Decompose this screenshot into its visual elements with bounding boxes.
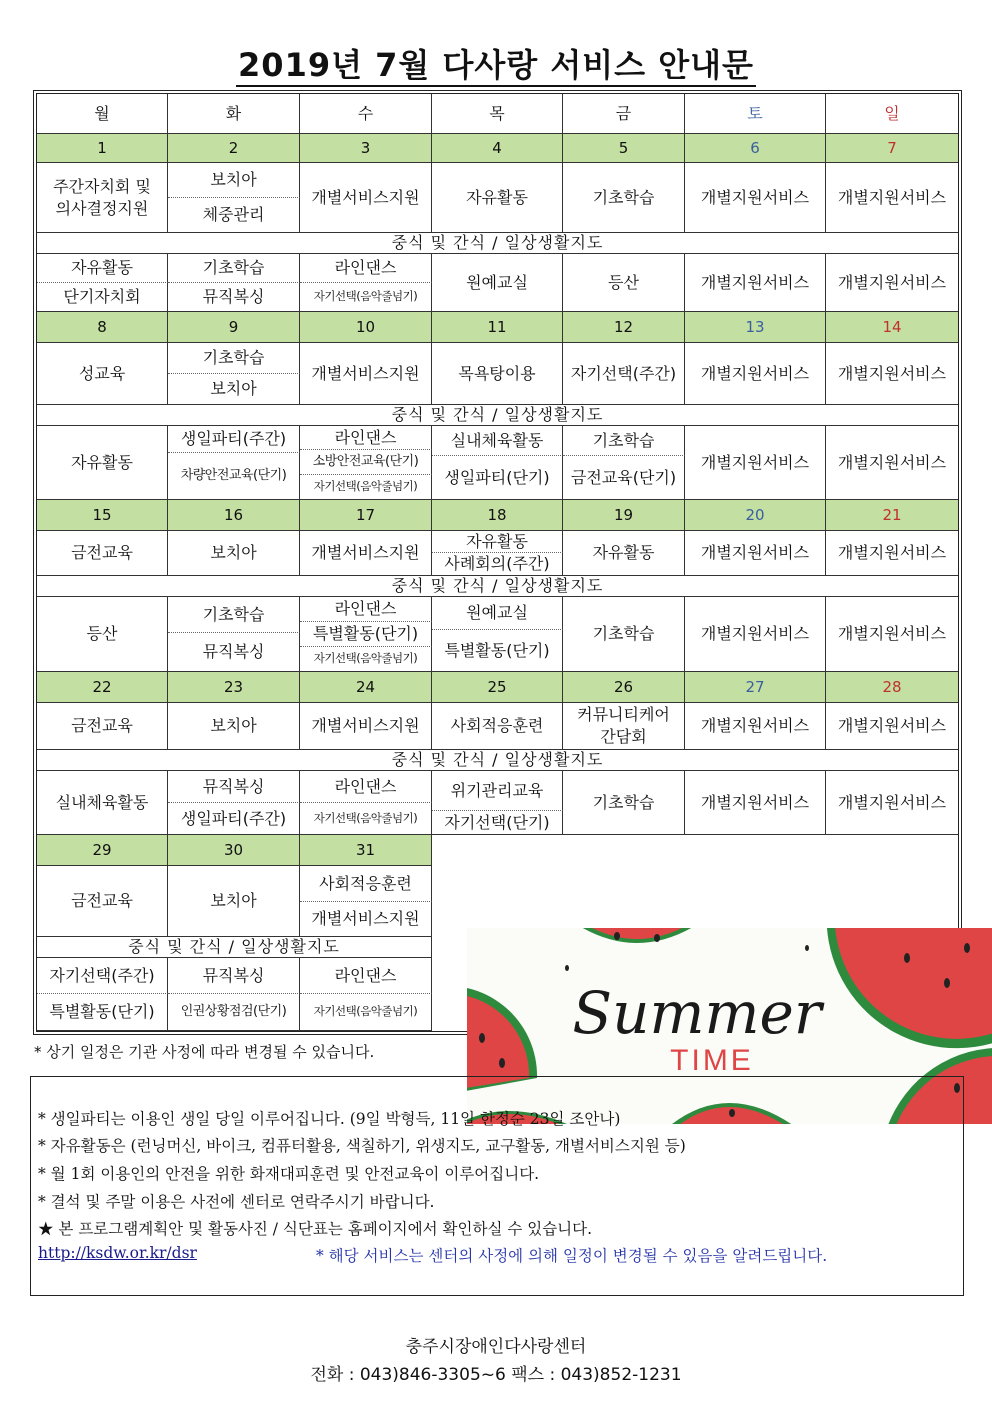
schedule-cell: 라인댄스	[300, 771, 432, 803]
homepage-note: ★ 본 프로그램계획안 및 활동사진 / 식단표는 홈페이지에서 확인하실 수 있습니다.	[38, 1220, 593, 1238]
schedule-cell: 뮤직복싱	[168, 283, 300, 312]
schedule-cell: 개별지원서비스	[685, 531, 826, 576]
schedule-cell: 자기선택(음악줄넘기)	[300, 283, 432, 312]
schedule-cell: 성교육	[37, 343, 168, 405]
schedule-cell: 기초학습	[563, 597, 685, 672]
schedule-cell: 사회적응훈련	[432, 703, 563, 750]
schedule-cell: 개별지원서비스	[826, 771, 958, 835]
schedule-cell: 특별활동(단기)	[37, 994, 168, 1031]
date-number: 21	[826, 500, 958, 531]
absence-note: * 결석 및 주말 이용은 사전에 센터로 연락주시기 바랍니다.	[38, 1193, 435, 1211]
date-number: 13	[685, 312, 826, 343]
schedule-cell: 뮤직복싱	[168, 771, 300, 803]
schedule-cell: 개별지원서비스	[826, 531, 958, 576]
weekday-header: 월	[37, 94, 168, 134]
lunch-row: 중식 및 간식 / 일상생활지도	[37, 576, 958, 597]
schedule-cell: 생일파티(주간)	[168, 426, 300, 453]
service-change-notice: * 해당 서비스는 센터의 사정에 의해 일정이 변경될 수 있음을 알려드립니다.	[316, 1247, 828, 1265]
schedule-cell: 자유활동	[37, 254, 168, 283]
page-title: 2019년 7월 다사랑 서비스 안내문	[0, 40, 992, 86]
schedule-cell: 개별지원서비스	[685, 703, 826, 750]
schedule-cell: 목욕탕이용	[432, 343, 563, 405]
schedule-cell: 특별활동(단기)	[432, 630, 563, 672]
schedule-cell: 개별지원서비스	[685, 597, 826, 672]
schedule-cell: 자유활동	[37, 426, 168, 500]
center-name: 충주시장애인다사랑센터	[405, 1337, 587, 1357]
schedule-cell: 라인댄스	[300, 254, 432, 283]
schedule-cell: 등산	[563, 254, 685, 312]
date-number: 1	[37, 134, 168, 163]
date-number: 29	[37, 835, 168, 866]
date-number: 25	[432, 672, 563, 703]
schedule-cell: 개별지원서비스	[685, 254, 826, 312]
schedule-cell: 개별지원서비스	[826, 703, 958, 750]
date-number: 26	[563, 672, 685, 703]
date-number: 24	[300, 672, 432, 703]
free-activity-note: * 자유활동은 (런닝머신, 바이크, 컴퓨터활용, 색칠하기, 위생지도, 교구활동, 개별서비스지원 등)	[38, 1137, 686, 1155]
date-number: 22	[37, 672, 168, 703]
schedule-cell: 개별서비스지원	[300, 531, 432, 576]
date-number: 7	[826, 134, 958, 163]
schedule-cell: 기초학습	[563, 771, 685, 835]
date-number: 17	[300, 500, 432, 531]
schedule-cell: 원예교실	[432, 597, 563, 630]
birthday-note: * 생일파티는 이용인 생일 당일 이루어집니다. (9일 박형득, 11일 한정순 23일 조안나)	[38, 1110, 621, 1128]
schedule-cell: 라인댄스	[300, 426, 432, 450]
schedule-cell: 자유활동	[432, 531, 563, 553]
date-number: 6	[685, 134, 826, 163]
schedule-cell: 개별지원서비스	[685, 426, 826, 500]
schedule-cell: 개별서비스지원	[300, 163, 432, 233]
schedule-cell: 생일파티(주간)	[168, 803, 300, 835]
date-number: 28	[826, 672, 958, 703]
schedule-cell: 보치아	[168, 163, 300, 198]
schedule-cell: 자유활동	[563, 531, 685, 576]
schedule-cell: 개별지원서비스	[685, 343, 826, 405]
schedule-cell: 단기자치회	[37, 283, 168, 312]
lunch-row: 중식 및 간식 / 일상생활지도	[37, 750, 958, 771]
date-number: 16	[168, 500, 300, 531]
schedule-cell: 뮤직복싱	[168, 633, 300, 672]
schedule-cell: 라인댄스	[300, 597, 432, 622]
weekday-header: 일	[826, 94, 958, 134]
schedule-cell: 체중관리	[168, 198, 300, 233]
date-number: 9	[168, 312, 300, 343]
schedule-cell: 자기선택(음악줄넘기)	[300, 994, 432, 1031]
date-number: 31	[300, 835, 432, 866]
schedule-cell: 등산	[37, 597, 168, 672]
schedule-cell: 금전교육	[37, 866, 168, 937]
schedule-cell: 개별지원서비스	[685, 163, 826, 233]
schedule-cell: 개별지원서비스	[826, 254, 958, 312]
date-number: 19	[563, 500, 685, 531]
date-number: 23	[168, 672, 300, 703]
date-number: 2	[168, 134, 300, 163]
schedule-cell: 자기선택(음악줄넘기)	[300, 803, 432, 835]
schedule-cell: 기초학습	[168, 254, 300, 283]
schedule-cell: 커뮤니티케어 간담회	[563, 703, 685, 750]
schedule-cell: 금전교육(단기)	[563, 456, 685, 500]
info-box	[30, 1076, 964, 1296]
schedule-cell: 인권상황점검(단기)	[168, 994, 300, 1031]
weekday-header: 토	[685, 94, 826, 134]
date-number: 18	[432, 500, 563, 531]
date-number: 5	[563, 134, 685, 163]
schedule-cell: 보치아	[168, 866, 300, 937]
schedule-cell: 개별지원서비스	[685, 771, 826, 835]
schedule-cell: 사회적응훈련	[300, 866, 432, 902]
schedule-cell: 사례회의(주간)	[432, 553, 563, 576]
time-caption: TIME	[670, 1044, 754, 1077]
weekday-header: 수	[300, 94, 432, 134]
schedule-cell: 기초학습	[168, 597, 300, 633]
schedule-cell: 자기선택(주간)	[563, 343, 685, 405]
schedule-cell: 뮤직복싱	[168, 958, 300, 994]
weekday-header: 화	[168, 94, 300, 134]
schedule-cell: 주간자치회 및 의사결정지원	[37, 163, 168, 233]
contact-info: 전화 : 043)846-3305~6 팩스 : 043)852-1231	[310, 1365, 682, 1385]
lunch-row: 중식 및 간식 / 일상생활지도	[37, 233, 958, 254]
homepage-link[interactable]: http://ksdw.or.kr/dsr	[38, 1244, 197, 1262]
schedule-cell: 소방안전교육(단기)	[300, 450, 432, 475]
schedule-cell: 개별지원서비스	[826, 343, 958, 405]
schedule-cell: 기초학습	[168, 343, 300, 374]
schedule-cell: 보치아	[168, 703, 300, 750]
date-number: 3	[300, 134, 432, 163]
date-number: 11	[432, 312, 563, 343]
date-number: 12	[563, 312, 685, 343]
date-number: 4	[432, 134, 563, 163]
schedule-cell: 보치아	[168, 374, 300, 405]
schedule-cell: 개별서비스지원	[300, 343, 432, 405]
schedule-cell: 보치아	[168, 531, 300, 576]
schedule-cell: 금전교육	[37, 531, 168, 576]
summer-script: Summer	[572, 979, 822, 1047]
schedule-cell: 위기관리교육	[432, 771, 563, 811]
schedule-cell: 기초학습	[563, 426, 685, 456]
weekday-header: 목	[432, 94, 563, 134]
date-number: 15	[37, 500, 168, 531]
safety-note: * 월 1회 이용인의 안전을 위한 화재대피훈련 및 안전교육이 이루어집니다.	[38, 1165, 540, 1183]
date-number: 8	[37, 312, 168, 343]
lunch-row: 중식 및 간식 / 일상생활지도	[37, 937, 432, 958]
schedule-cell: 자기선택(단기)	[432, 811, 563, 835]
schedule-cell: 라인댄스	[300, 958, 432, 994]
schedule-cell: 실내체육활동	[37, 771, 168, 835]
schedule-cell: 차량안전교육(단기)	[168, 453, 300, 500]
date-number: 30	[168, 835, 300, 866]
schedule-cell: 자유활동	[432, 163, 563, 233]
schedule-cell: 개별서비스지원	[300, 902, 432, 937]
schedule-cell: 기초학습	[563, 163, 685, 233]
date-number: 27	[685, 672, 826, 703]
schedule-cell: 특별활동(단기)	[300, 622, 432, 647]
date-number: 10	[300, 312, 432, 343]
schedule-cell: 실내체육활동	[432, 426, 563, 456]
date-number: 20	[685, 500, 826, 531]
lunch-row: 중식 및 간식 / 일상생활지도	[37, 405, 958, 426]
schedule-change-note: * 상기 일정은 기관 사정에 따라 변경될 수 있습니다.	[34, 1043, 375, 1061]
schedule-cell: 자기선택(음악줄넘기)	[300, 647, 432, 672]
schedule-cell: 자기선택(주간)	[37, 958, 168, 994]
schedule-cell: 자기선택(음악줄넘기)	[300, 475, 432, 500]
schedule-cell: 개별서비스지원	[300, 703, 432, 750]
weekday-header: 금	[563, 94, 685, 134]
schedule-cell: 원예교실	[432, 254, 563, 312]
schedule-cell: 개별지원서비스	[826, 597, 958, 672]
schedule-cell: 생일파티(단기)	[432, 456, 563, 500]
schedule-cell: 금전교육	[37, 703, 168, 750]
schedule-cell: 개별지원서비스	[826, 426, 958, 500]
schedule-cell: 개별지원서비스	[826, 163, 958, 233]
date-number: 14	[826, 312, 958, 343]
